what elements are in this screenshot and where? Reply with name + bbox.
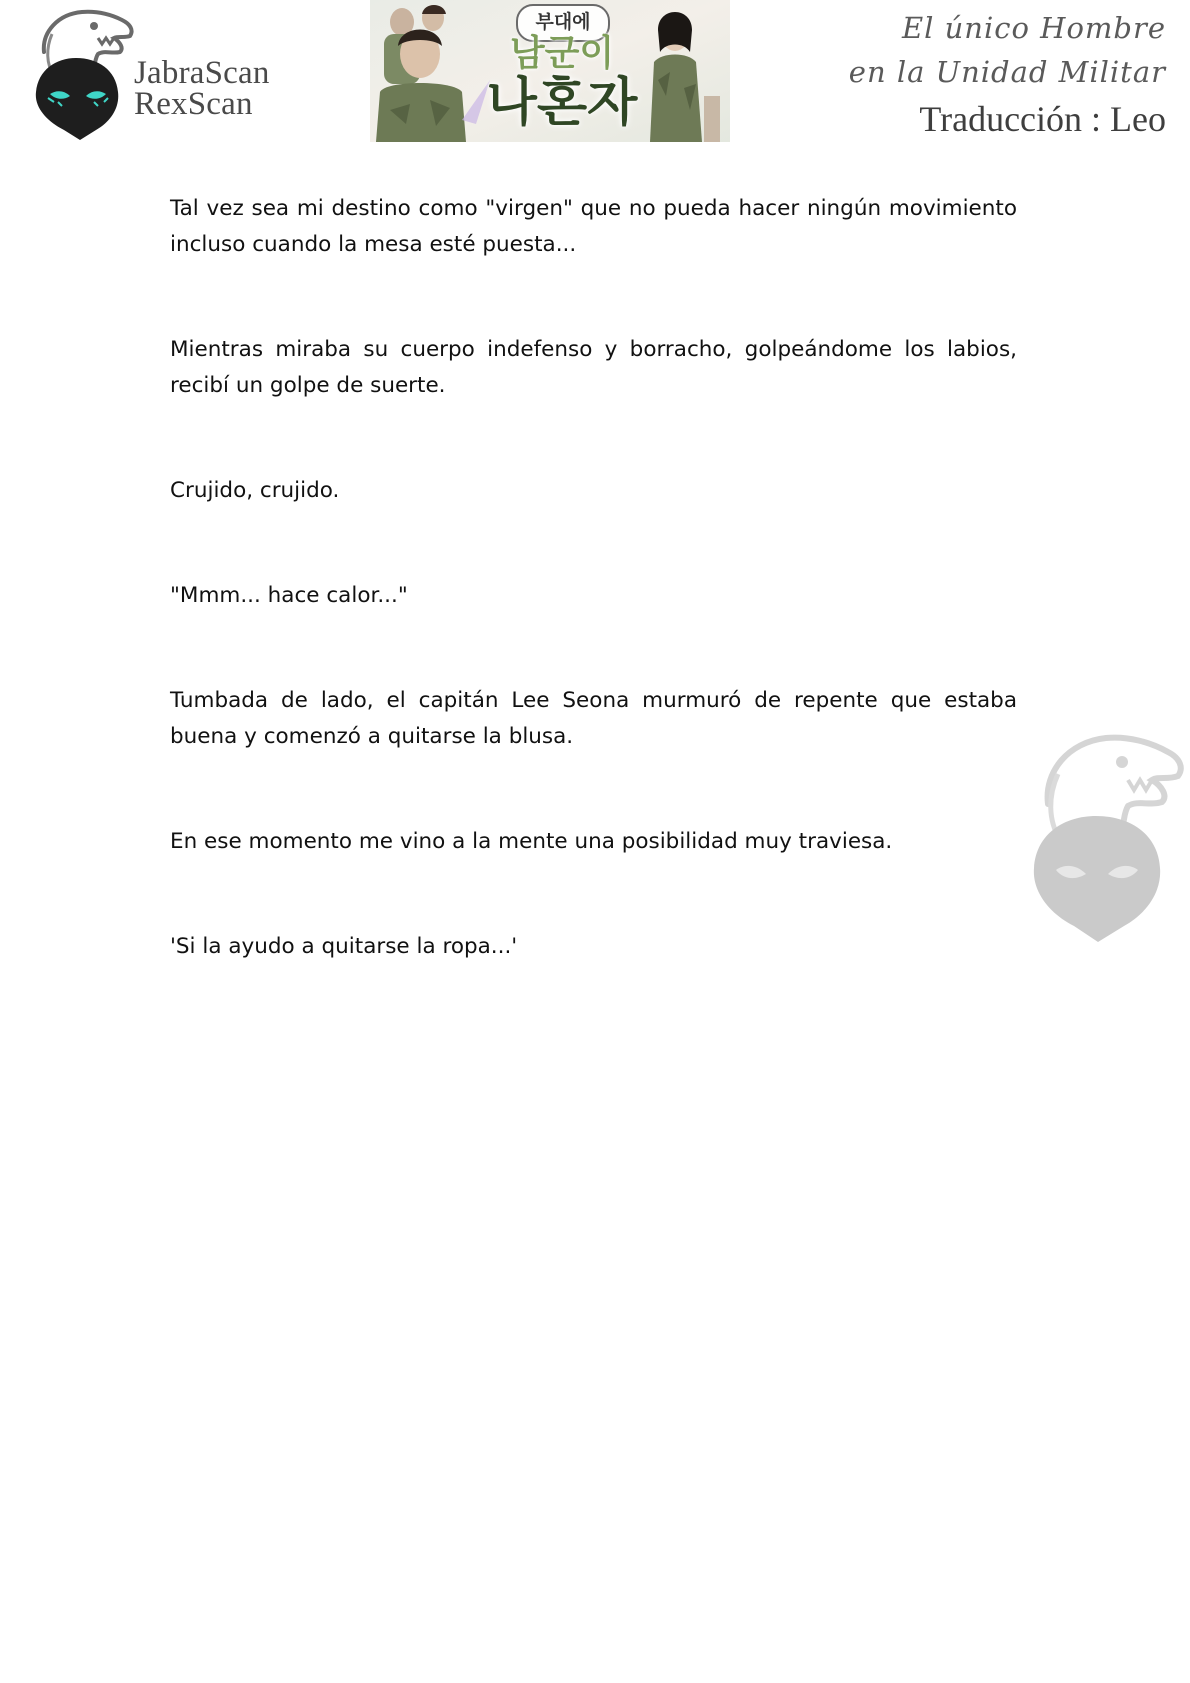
- paragraph: Tal vez sea mi destino como "virgen" que no pueda hacer ningún movimiento incluso cuando la mesa esté puesta...: [170, 196, 1017, 257]
- dinosaur-skull-mascot-icon: [24, 4, 139, 142]
- work-title-line1: El único Hombre: [901, 11, 1166, 45]
- cover-title: [462, 34, 662, 132]
- group-name-rexscan: RexScan: [134, 86, 253, 122]
- paragraph: En ese momento me vino a la mente una posibilidad muy traviesa.: [170, 829, 893, 854]
- document-body: [170, 191, 1017, 965]
- cover-title-line2: 나혼자: [486, 73, 638, 133]
- paragraph: "Mmm... hace calor...": [170, 583, 408, 608]
- cover-title-line1: 남군이: [509, 33, 615, 74]
- work-info: [849, 6, 1166, 142]
- paragraph: Crujido, crujido.: [170, 478, 340, 503]
- paragraph: Tumbada de lado, el capitán Lee Seona murmuró de repente que estaba buena y comenzó a quitarse la blusa.: [170, 688, 1017, 749]
- group-name-jabrascan: JabraScan: [134, 55, 270, 91]
- group-logo-text: [134, 55, 270, 122]
- page-header: [0, 0, 1190, 150]
- dinosaur-mascot-watermark-icon: [1018, 724, 1186, 946]
- work-title-line2: en la Unidad Militar: [848, 55, 1166, 89]
- cover-title-badge: 부대에: [516, 4, 610, 42]
- paragraph: Mientras miraba su cuerpo indefenso y borracho, golpeándome los labios, recibí un golpe de suerte.: [170, 337, 1017, 398]
- paragraph: 'Si la ayudo a quitarse la ropa...': [170, 934, 518, 959]
- translation-credit: Traducción : Leo: [919, 99, 1166, 139]
